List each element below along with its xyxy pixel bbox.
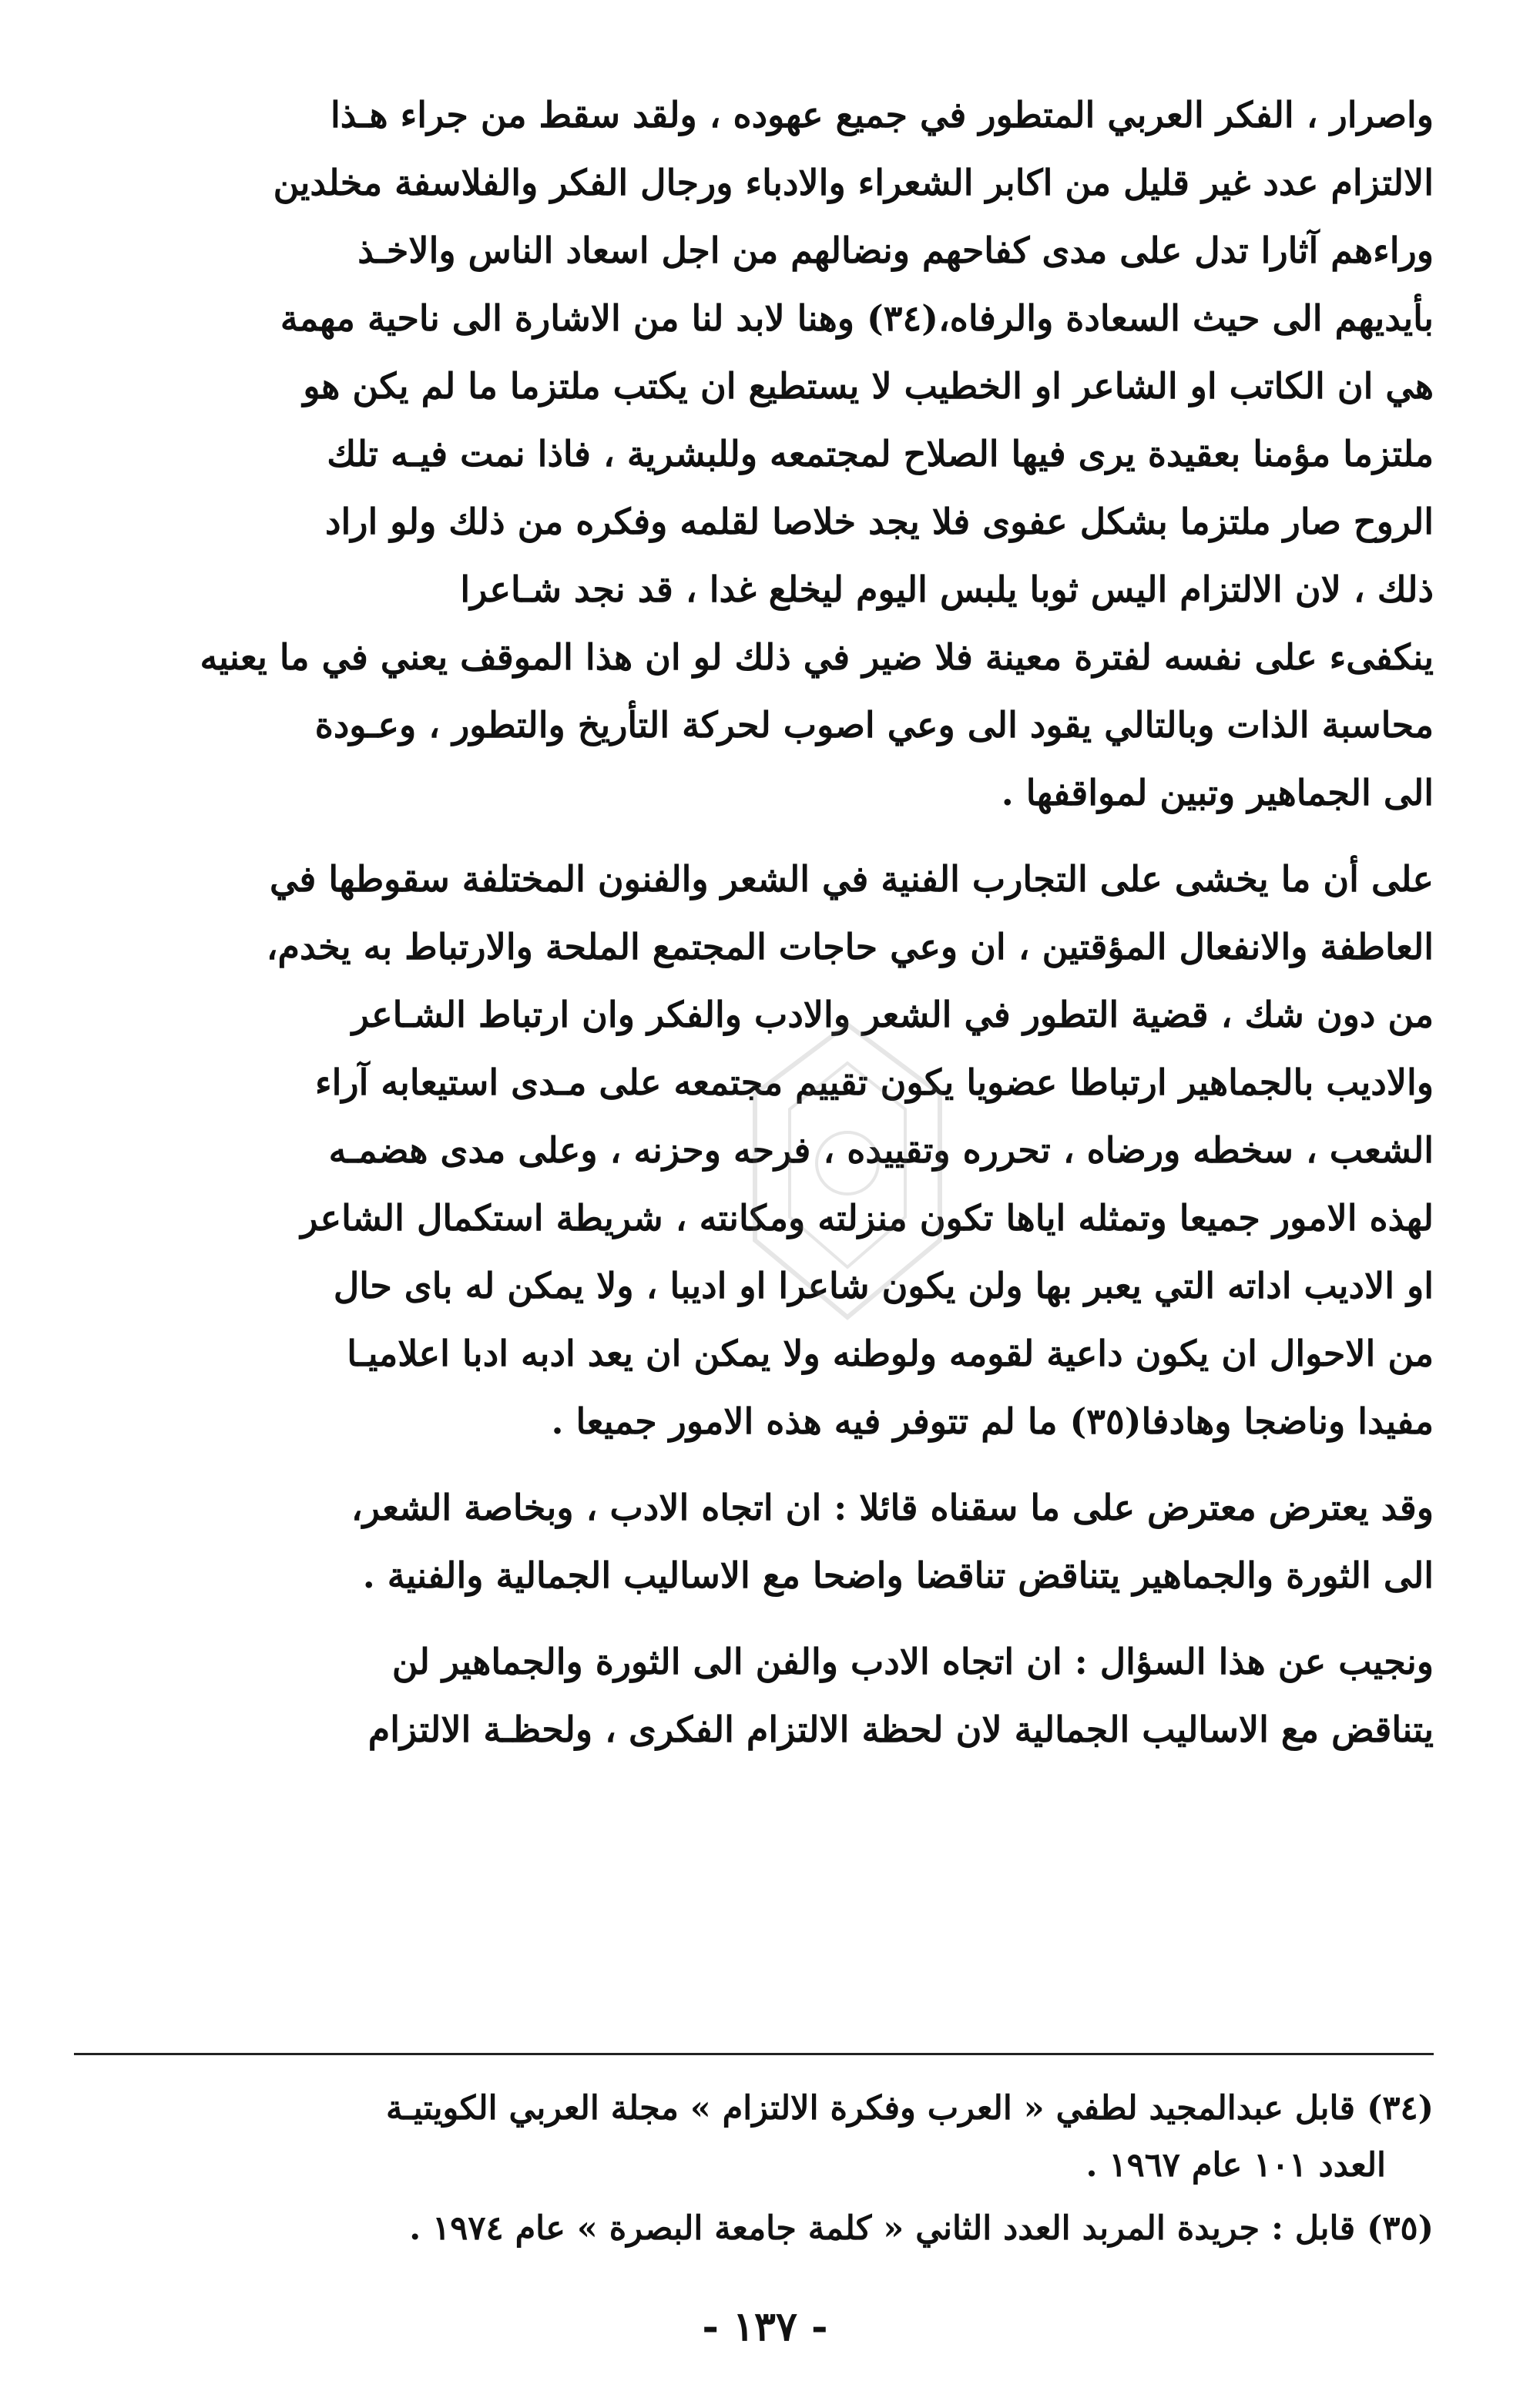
- text-line: الروح صار ملتزما بشكل عفوى فلا يجد خلاصا لقلمه وفكره من ذلك ولو اراد: [325, 501, 1434, 542]
- paragraph-3: [96, 1474, 1434, 1609]
- seal-icon: [709, 1009, 986, 1333]
- text-line: يتناقض مع الاساليب الجمالية لان لحظة الالتزام الفكرى ، ولحظـة الالتزام: [367, 1709, 1434, 1750]
- text-line: وراءهم آثارا تدل على مدى كفاحهم ونضالهم من اجل اسعاد الناس والاخـذ: [357, 230, 1434, 271]
- text-line: واصرار ، الفكر العربي المتطور في جميع عهوده ، ولقد سقط من جراء هـذا: [330, 94, 1434, 136]
- footnote-continuation: العدد ١٠١ عام ١٩٦٧ .: [1085, 2146, 1386, 2185]
- paragraph-1: [96, 81, 1434, 827]
- text-line: محاسبة الذات وبالتالي يقود الى وعي اصوب لحركة التأريخ والتطور ، وعـودة: [314, 704, 1434, 746]
- text-line: هي ان الكاتب او الشاعر او الخطيب لا يستطيع ان يكتب ملتزما ما لم يكن هو: [303, 365, 1434, 407]
- text-line: العاطفة والانفعال المؤقتين ، ان وعي حاجات المجتمع الملحة والارتباط به يخدم،: [266, 926, 1434, 968]
- footnote-35: [96, 2200, 1434, 2257]
- page-number: - ١٣٧ -: [702, 2303, 828, 2350]
- library-seal-watermark: [709, 1009, 986, 1333]
- text-line: من الاحوال ان يكون داعية لقومه ولوطنه ولا يمكن ان يعد ادبه ادبا اعلاميـا: [347, 1333, 1434, 1374]
- text-line: ذلك ، لان الالتزام اليس ثوبا يلبس اليوم ليخلع غدا ، قد نجد شـاعرا: [460, 568, 1434, 610]
- text-line: لهذه الامور جميعا وتمثله اياها تكون منزلته ومكانته ، شريطة استكمال الشاعر: [300, 1197, 1434, 1239]
- footnotes: [96, 2080, 1434, 2263]
- footnote-text: (٣٥) قابل : جريدة المربد العدد الثاني « كلمة جامعة البصرة » عام ١٩٧٤ .: [409, 2209, 1434, 2248]
- text-line: والاديب بالجماهير ارتباطا عضويا يكون تقييم مجتمعه على مـدى استيعابه آراء: [314, 1061, 1434, 1103]
- text-line: على أن ما يخشى على التجارب الفنية في الشعر والفنون المختلفة سقوطها في: [270, 858, 1434, 900]
- paragraph-4: [96, 1628, 1434, 1763]
- text-line: بأيديهم الى حيث السعادة والرفاه،(٣٤) وهنا لابد لنا من الاشارة الى ناحية مهمة: [280, 297, 1434, 339]
- text-line: الشعب ، سخطه ورضاه ، تحرره وتقييده ، فرحه وحزنه ، وعلى مدى هضمـه: [328, 1129, 1434, 1171]
- text-line: الى الثورة والجماهير يتناقض تناقضا واضحا مع الاساليب الجمالية والفنية .: [362, 1554, 1434, 1596]
- body-text: [96, 81, 1434, 1763]
- text-line: وقد يعترض معترض على ما سقناه قائلا : ان اتجاه الادب ، وبخاصة الشعر،: [351, 1487, 1434, 1528]
- footnote-text: (٣٤) قابل عبدالمجيد لطفي « العرب وفكرة الالتزام » مجلة العربي الكويتيـة: [385, 2089, 1434, 2128]
- text-line: ونجيب عن هذا السؤال : ان اتجاه الادب والفن الى الثورة والجماهير لن: [391, 1641, 1434, 1682]
- text-line: او الاديب اداته التي يعبر بها ولن يكون شاعرا او اديبا ، ولا يمكن له باى حال: [333, 1265, 1434, 1306]
- footnote-separator: [74, 2053, 1434, 2055]
- text-line: الالتزام عدد غير قليل من اكابر الشعراء والادباء ورجال الفكر والفلاسفة مخلدين: [273, 162, 1434, 203]
- text-line: مفيدا وناضجا وهادفا(٣٥) ما لم تتوفر فيه هذه الامور جميعا .: [551, 1400, 1434, 1442]
- text-line: من دون شك ، قضية التطور في الشعر والادب والفكر وان ارتباط الشـاعر: [351, 994, 1434, 1035]
- text-line: ملتزما مؤمنا بعقيدة يرى فيها الصلاح لمجتمعه وللبشرية ، فاذا نمت فيـه تلك: [327, 433, 1434, 475]
- text-line: الى الجماهير وتبين لمواقفها .: [1001, 772, 1434, 813]
- footnote-34: [96, 2080, 1434, 2194]
- text-line: ينكفىء على نفسه لفترة معينة فلا ضير في ذلك لو ان هذا الموقف يعني في ما يعنيه: [200, 636, 1434, 678]
